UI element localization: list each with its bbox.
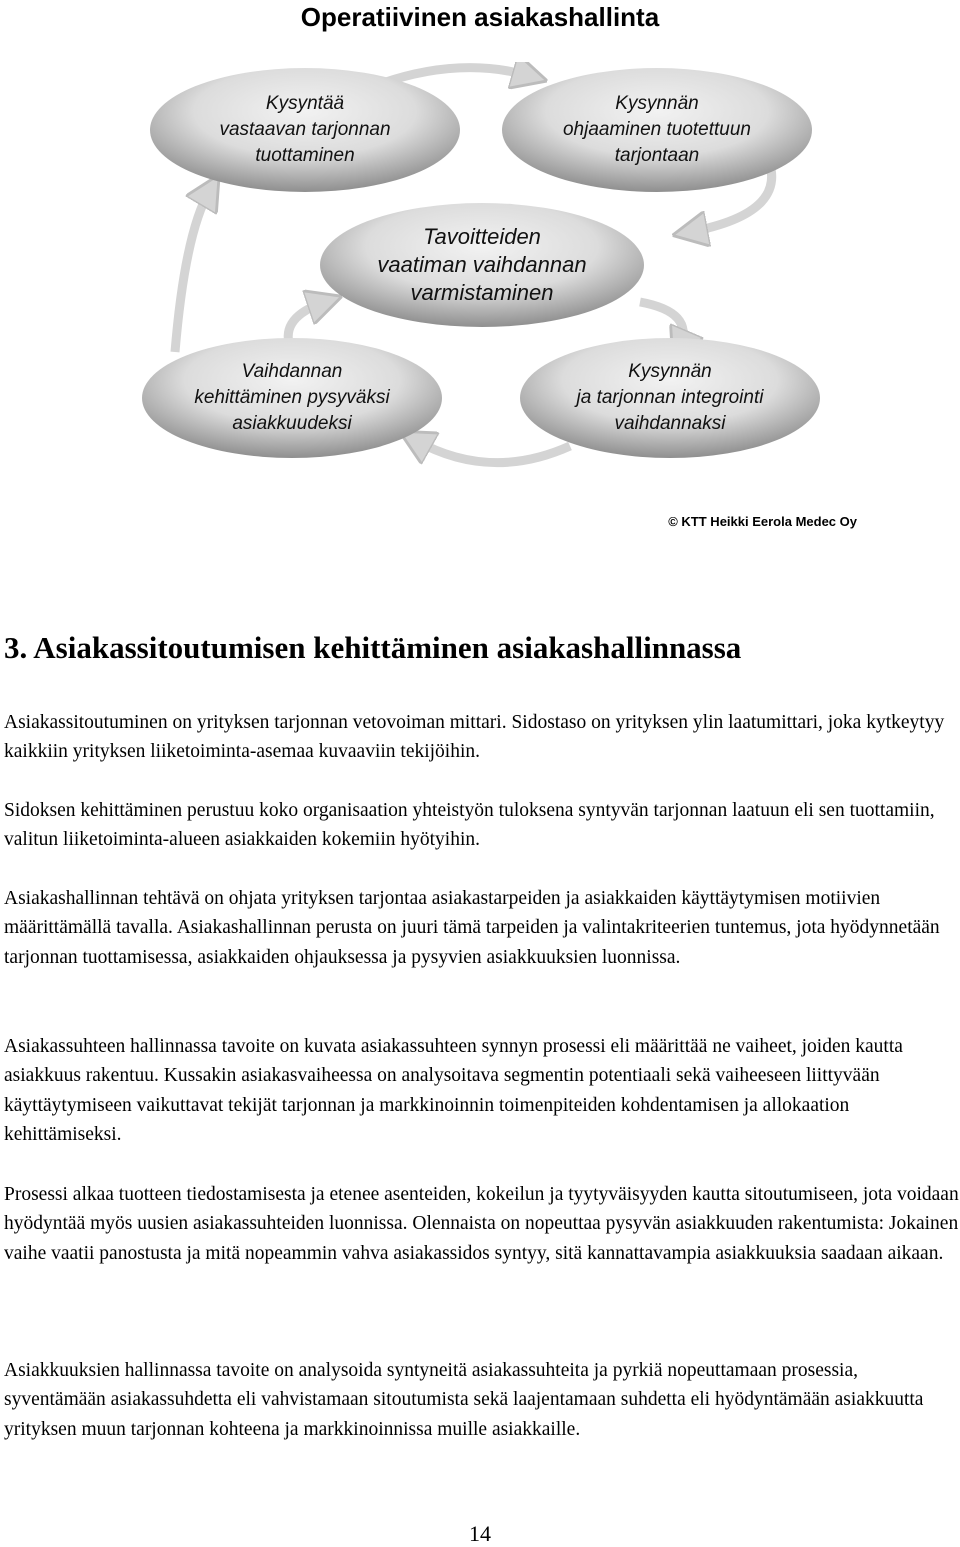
node-top-right: Kysynnän ohjaaminen tuotettuun tarjontaan [562, 93, 752, 166]
paragraph-4: Asiakassuhteen hallinnassa tavoite on kuvata asiakassuhteen synnyn prosessi eli määrittää ne vaiheet, joiden kautta asiakkuus rakentuu. Kussakin asiakasvaiheessa on analysoitava segmentin potentiaali sekä vaiheeseen liittyvään käyttäytymiseen vaikuttavat tekijät tarjonnan ja markkinoinnin toimenpiteiden kohdentamisen ja allokaation kehittämiseksi. [4, 1036, 903, 1145]
node-center: Tavoitteiden vaatiman vaihdannan varmistaminen [377, 224, 587, 305]
paragraph-3: Asiakashallinnan tehtävä on ohjata yrityksen tarjontaa asiakastarpeiden ja asiakkaiden käyttäytymisen motiivien määrittämällä tavalla. Asiakashallinnan perusta on juuri tämä tarpeiden ja valintakriteerien tuntemus, jota hyödynnetään tarjonnan tuottamisessa, asiakkaiden ohjauksessa ja pysyvien asiakkuuksien luonnissa. [4, 888, 940, 968]
paragraph-5: Prosessi alkaa tuotteen tiedostamisesta ja etenee asenteiden, kokeilun ja tyytyväisyyden kautta sitoutumiseen, jota voidaan hyödyntää myös uusien asiakassuhteiden luonnissa. Olennaista on nopeuttaa pysyvän asiakkuuden rakentumista: Jokainen vaihe vaatii panostusta ja mitä nopeammin vahva asiakassidos syntyy, sitä kannattavampia asiakkuuksia saadaan aikaan. [4, 1184, 959, 1264]
diagram-title: Operatiivinen asiakashallinta [300, 2, 660, 32]
paragraph-6: Asiakkuuksien hallinnassa tavoite on analysoida syntyneitä asiakassuhteita ja pyrkiä nopeuttamaan prosessia, syventämään asiakassuhdetta eli vahvistamaan sitoutumista sekä laajentamaan suhdetta eli hyödyntämään asiakkuutta yrityksen muun tarjonnan kohteena ja markkinoinnissa muille asiakkaille. [4, 1360, 924, 1440]
node-bottom-left: Vaihdannan kehittäminen pysyväksi asiakkuudeksi [194, 361, 390, 434]
arrow-left-upper [175, 190, 210, 352]
paragraph-1: Asiakassitoutuminen on yrityksen tarjonnan vetovoiman mittari. Sidostaso on yrityksen ylin laatumittari, joka kytkeytyy kaikkiin yrityksen liiketoiminta-asemaa kuvaaviin tekijöihin. [4, 712, 945, 763]
node-top-left: Kysyntää vastaavan tarjonnan tuottaminen [219, 93, 391, 166]
section-heading: 3. Asiakassitoutumisen kehittäminen asiakashallinnassa [4, 630, 742, 665]
paragraph-2: Sidoksen kehittäminen perustuu koko organisaation yhteistyön tuloksena syntyvän tarjonnan laatuun eli sen tuottamiin, valitun liiketoiminta-alueen asiakkaiden kokemiin hyötyihin. [4, 800, 935, 851]
copyright-notice: © KTT Heikki Eerola Medec Oy [668, 514, 857, 529]
node-bottom-right: Kysynnän ja tarjonnan integrointi vaihdannaksi [576, 361, 764, 434]
page-number: 14 [469, 1521, 491, 1546]
